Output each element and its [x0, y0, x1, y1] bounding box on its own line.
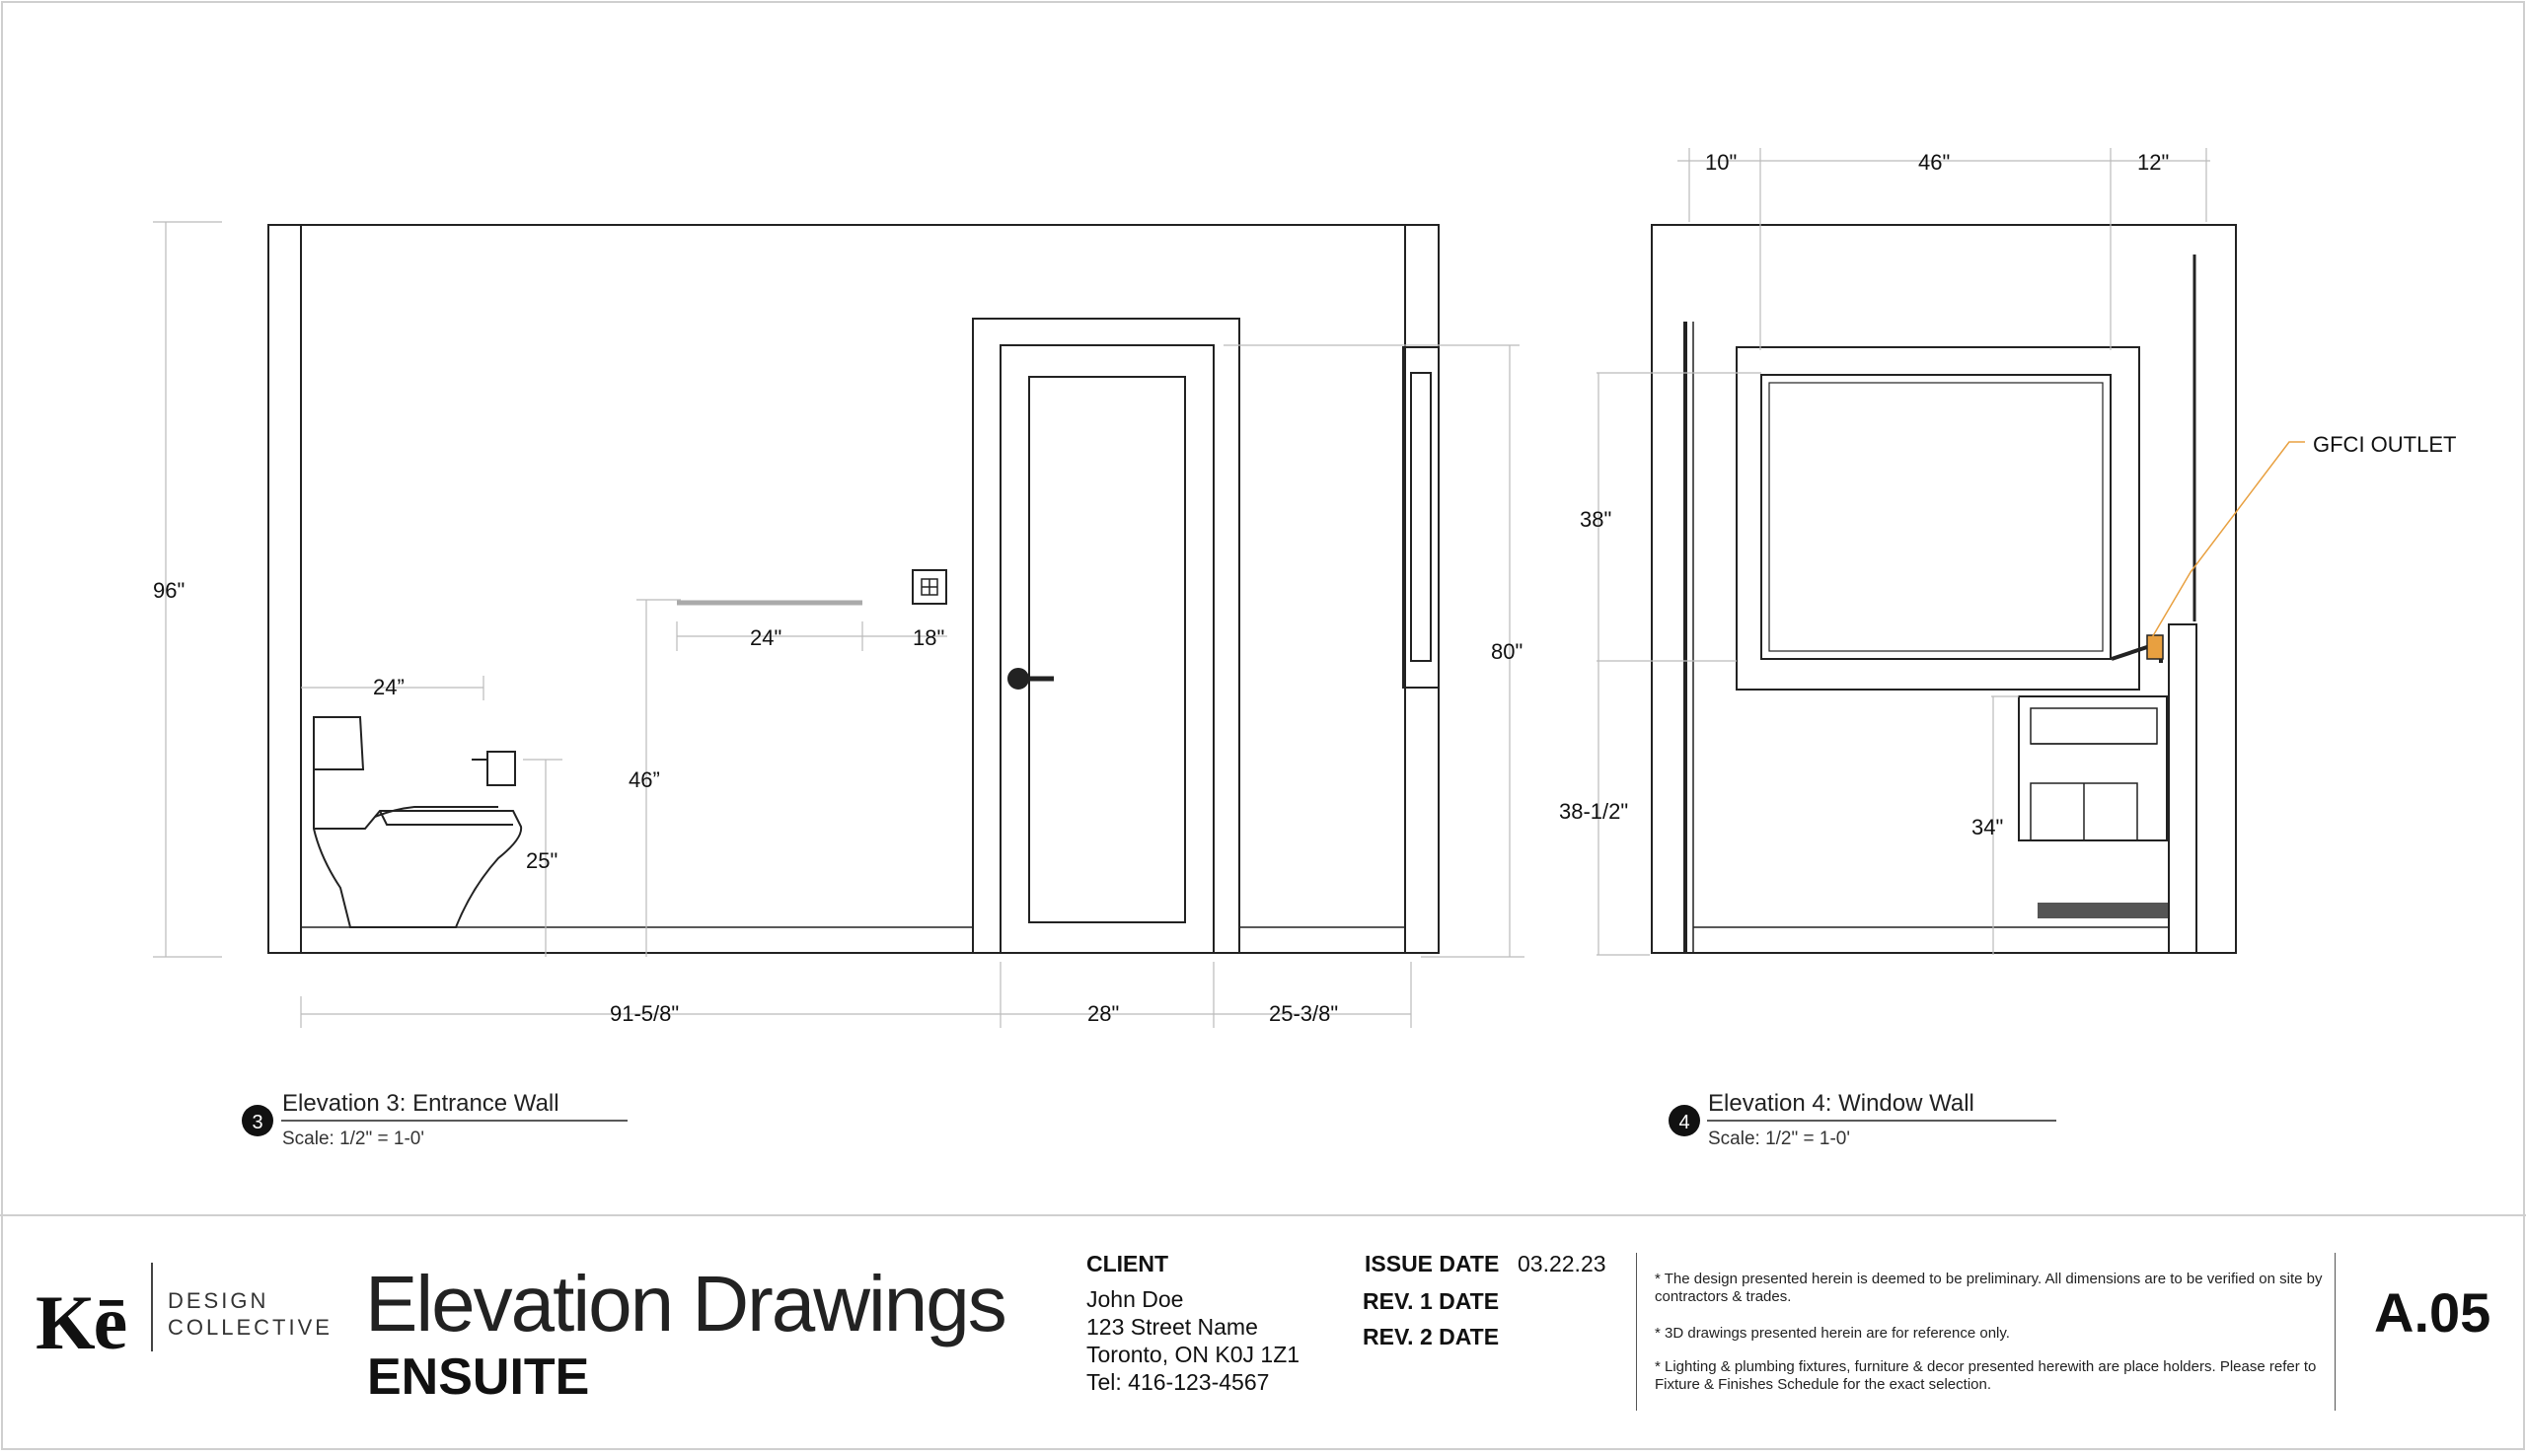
client-tel: Tel: 416-123-4567: [1086, 1369, 1270, 1395]
client-street: 123 Street Name: [1086, 1314, 1258, 1340]
logo-line-collective: COLLECTIVE: [168, 1315, 333, 1340]
e4-floor-shelf: [2039, 904, 2167, 917]
elevation-4-dimension-labels: [1559, 150, 2169, 839]
client-name: John Doe: [1086, 1286, 1184, 1312]
e4-number: 4: [1678, 1112, 1690, 1133]
logo-mark: Kē: [36, 1279, 126, 1365]
rev1-date-label: REV. 1 DATE: [1363, 1288, 1500, 1314]
e4-window-frame: [1737, 347, 2139, 690]
e3-dim-door-height: 80": [1491, 639, 1523, 664]
e3-door-panel: [1029, 377, 1185, 922]
e4-dim-window-width: 46": [1918, 150, 1951, 175]
e3-scale: Scale: 1/2" = 1-0': [282, 1128, 424, 1149]
e4-side-cabinet: [2169, 624, 2196, 953]
notes-divider-left: [1636, 1253, 1637, 1411]
e3-side-panel-inner: [1411, 373, 1431, 661]
e4-dim-window-height: 38": [1580, 507, 1612, 532]
e3-dim-toilet-width: 24”: [373, 675, 405, 699]
e3-dim-left-run: 91-5/8": [610, 1001, 680, 1026]
e3-dim-bar-height: 46”: [629, 767, 660, 792]
client-label: CLIENT: [1086, 1251, 1169, 1276]
e4-wall-outline: [1652, 225, 2236, 953]
notes-divider-right: [2335, 1253, 2336, 1411]
e4-vanity: [2019, 696, 2167, 840]
e4-scale: Scale: 1/2" = 1-0': [1708, 1128, 1850, 1149]
drawing-title: Elevation Drawings: [365, 1260, 1005, 1347]
issue-date-value: 03.22.23: [1518, 1251, 1606, 1276]
e3-wall-outline: [268, 225, 1439, 953]
note-preliminary: * The design presented herein is deemed to be preliminary. All dimensions are to be verified on site by contractors & trades.: [1655, 1271, 2323, 1305]
e3-number: 3: [252, 1112, 263, 1133]
e4-gfci-callout: GFCI OUTLET: [2313, 432, 2457, 457]
e3-dim-right-run: 25-3/8": [1269, 1001, 1339, 1026]
e4-dim-right-gap: 12": [2137, 150, 2170, 175]
elevation-3-label: [242, 1090, 628, 1149]
elevation-4-drawing: [1652, 225, 2236, 953]
e3-title: Elevation 3: Entrance Wall: [282, 1090, 559, 1117]
client-city: Toronto, ON K0J 1Z1: [1086, 1342, 1300, 1367]
e3-dim-bar-width: 24": [750, 625, 782, 650]
e3-door-slab: [1001, 345, 1214, 953]
e3-dim-height-total: 96": [153, 578, 186, 603]
e4-dim-left-gap: 10": [1705, 150, 1738, 175]
logo-line-design: DESIGN: [168, 1288, 269, 1313]
e4-dim-sill-height: 38-1/2": [1559, 799, 1629, 824]
e4-dim-vanity-height: 34": [1971, 815, 2004, 839]
elevation-3-dimensions: [153, 222, 1524, 1028]
note-3d-reference: * 3D drawings presented herein are for reference only.: [1655, 1325, 2010, 1342]
e3-dim-switch-offset: 18": [913, 625, 945, 650]
e4-title: Elevation 4: Window Wall: [1708, 1090, 1974, 1117]
e4-gfci-leader: [2151, 442, 2305, 639]
e3-dim-door-width: 28": [1087, 1001, 1120, 1026]
note-fixtures: * Lighting & plumbing fixtures, furniture & decor presented herewith are place holders. Please refer to Fixture & Finishes Schedule for the exact selection.: [1655, 1358, 2317, 1393]
elevation-4-dimensions: [1597, 148, 2210, 955]
elevation-4-label: [1669, 1090, 2056, 1149]
logo-divider: [151, 1263, 153, 1351]
elevation-3-dimension-labels: [153, 578, 1523, 1026]
project-name: ENSUITE: [367, 1348, 590, 1406]
elevation-3-drawing: [268, 225, 1439, 953]
e3-side-panel: [1403, 347, 1439, 688]
e3-toilet-paper-holder: [487, 752, 515, 785]
e3-toilet: [314, 717, 521, 927]
e4-window-sash: [1761, 375, 2111, 659]
e3-door-casing: [973, 319, 1239, 953]
sheet-number: A.05: [2374, 1281, 2491, 1344]
rev2-date-label: REV. 2 DATE: [1363, 1324, 1500, 1349]
e3-dim-paper-height: 25": [526, 848, 558, 873]
title-block: [0, 1219, 2526, 1451]
issue-date-label: ISSUE DATE: [1365, 1251, 1500, 1276]
